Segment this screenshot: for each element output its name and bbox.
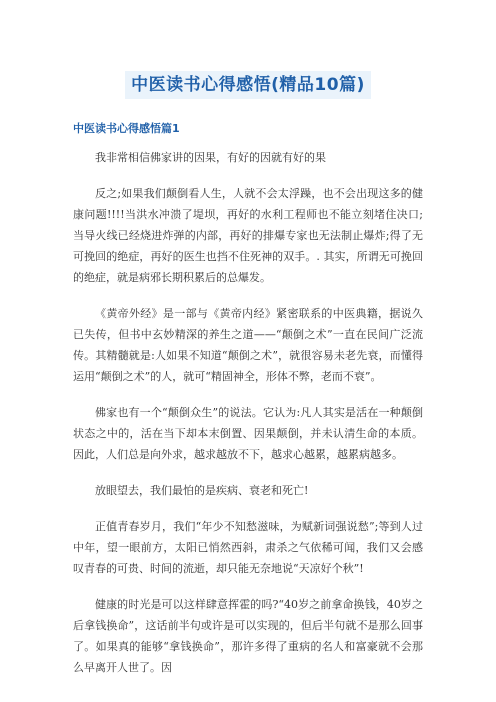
article-body: [73, 147, 423, 693]
paragraph-5: 放眼望去，我们最怕的是疾病、衰老和死亡!: [95, 484, 309, 497]
section-heading: 中医读书心得感悟篇1: [73, 122, 180, 135]
paragraph-3: 《黄帝外经》是一部与《黄帝内经》紧密联系的中医典籍，据说久已失传，但书中玄妙精深的养生之道——“颠倒之术”一直在民间广泛流传。其精髓就是:人如果不知道“颠倒之术”，就很容易未老先衰，而懂得运用“颠倒之术”的人，就可“精固神全，形体不弊，老而不衰”。: [73, 307, 423, 383]
paragraph-2: 反之;如果我们颠倒看人生，人就不会太浮躁，也不会出现这多的健康问题!!!!当洪水冲溃了堤坝，再好的水利工程师也不能立刻堵住决口;当导火线已经烧进炸弹的内部，再好的排爆专家也无法制止爆炸;得了无可挽回的绝症，再好的医生也挡不住死神的双手。. 其实，所谓无可挽回的绝症，就是病邪长期积累后的总爆发。: [73, 187, 423, 284]
paragraph-6: 正值青春岁月，我们“年少不知愁滋味，为赋新词强说愁”;等到人过中年，望一眼前方，太阳已悄然西斜，肃杀之气依稀可闻，我们又会感叹青春的可贵、时间的流逝，却只能无奈地说“天凉好个秋”!: [73, 520, 423, 575]
title-wrapper: [0, 71, 496, 99]
paragraph-7: 健康的时光是可以这样肆意挥霍的吗?“40岁之前拿命换钱，40岁之后拿钱换命”，这话前半句或许是可以实现的，但后半句就不是那么回事了。如果真的能够“拿钱换命”，那许多得了重病的名人和富豪就不会那么早离开人世了。因: [73, 598, 423, 674]
paragraph-4: 佛家也有一个“颠倒众生”的说法。它认为:凡人其实是活在一种颠倒状态之中的，活在当下却本末倒置、因果颠倒，并未认清生命的本质。因此，人们总是向外求，越求越放不下，越求心越累，越累病越多。: [73, 406, 423, 461]
paragraph-1: 我非常相信佛家讲的因果，有好的因就有好的果: [95, 151, 326, 164]
page-title: 中医读书心得感悟(精品10篇): [125, 71, 371, 99]
